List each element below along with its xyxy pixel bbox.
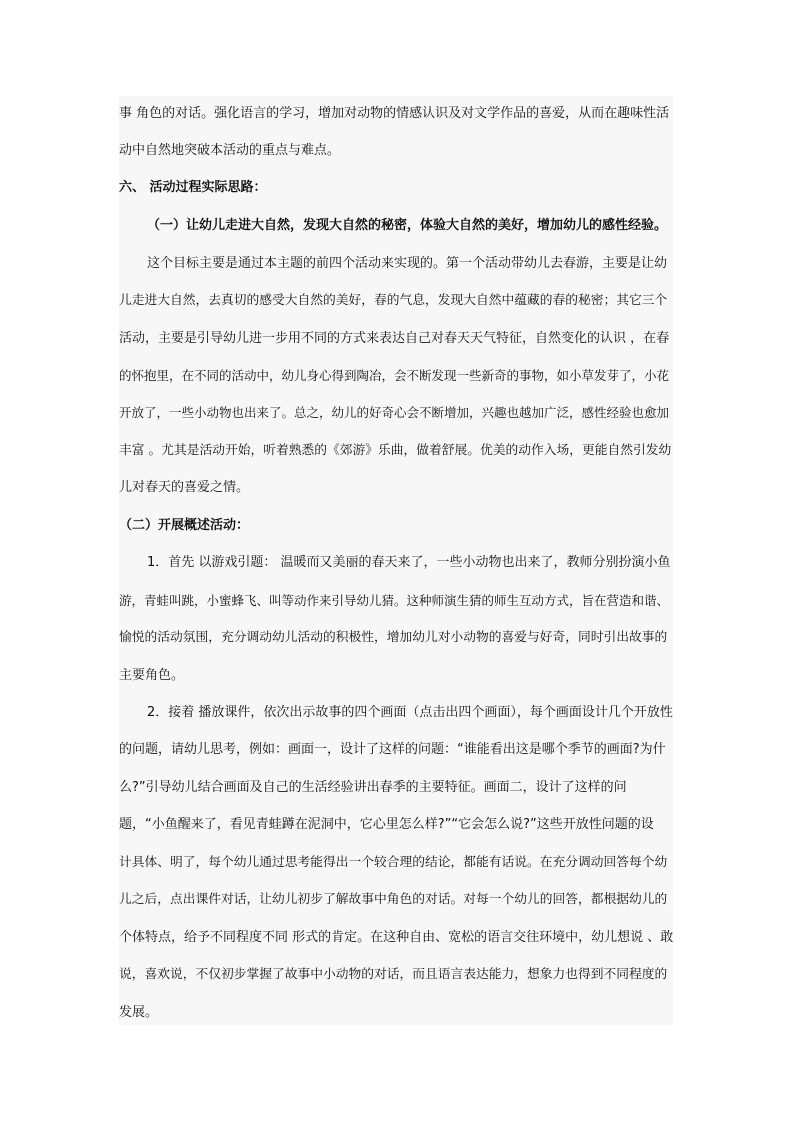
text-line: 动中自然地突破本活动的重点与难点。: [119, 143, 341, 158]
text-line: 活动，主要是引导幼儿进一步用不同的方式来表达自己对春天天气特征，自然变化的认识 ，在春: [119, 331, 670, 346]
subsection-heading: （一）让幼儿走进大自然，发现大自然的秘密，体验大自然的美好，增加幼儿的感性经验。: [147, 218, 668, 233]
text-line: 儿对春天的喜爱之情。: [119, 480, 250, 495]
text-line: 发展。: [119, 1005, 159, 1020]
text-line: 题，“小鱼醒来了，看见青蛙蹲在泥洞中，它心里怎么样?”“它会怎么说?”这些开放性问题的设: [119, 817, 654, 832]
text-line: 个体特点，给予不同程度不同 形式的肯定。在这种自由、宽松的语言交往环境中，幼儿想说 、敢: [119, 930, 674, 945]
text-line: 的问题，请幼儿思考，例如：画面一，设计了这样的问题：“谁能看出这是哪个季节的画面?为什: [119, 742, 666, 757]
text-line: 事 角色的对话。强化语言的学习，增加对动物的情感认识及对文学作品的喜爱，从而在趣味性活: [119, 106, 670, 121]
text-line: 游，青蛙叫跳，小蜜蜂飞、叫等动作来引导幼儿猜。这种师演生猜的师生互动方式，旨在营造和谐、: [119, 593, 670, 608]
text-line: 丰富 。尤其是活动开始，听着熟悉的《郊游》乐曲，做着舒展。优美的动作入场，更能自然引发幼: [119, 443, 672, 458]
text-line: 儿之后，点出课件对话，让幼儿初步了解故事中角色的对话。对每一个幼儿的回答，都根据幼儿的: [119, 892, 668, 907]
text-line: 儿走进大自然，去真切的感受大自然的美好，春的气息，发现大自然中蕴藏的春的秘密；其它三个: [119, 293, 668, 308]
text-line: 开放了，一些小动物也出来了。总之，幼儿的好奇心会不断增加，兴趣也越加广泛，感性经验也愈加: [119, 405, 670, 420]
subsection-heading: （二）开展概述活动：: [119, 518, 250, 533]
text-line: 主要角色。: [119, 668, 185, 683]
text-line: 的怀抱里，在不同的活动中，幼儿身心得到陶冶，会不断发现一些新奇的事物，如小草发芽了，小花: [119, 368, 670, 383]
text-line: 1．首先 以游戏引题： 温暖而又美丽的春天来了，一些小动物也出来了，教师分别扮演小鱼: [147, 555, 671, 570]
text-line: 这个目标主要是通过本主题的前四个活动来实现的。第一个活动带幼儿去春游，主要是让幼: [147, 256, 668, 271]
text-line: 么?”引导幼儿结合画面及自己的生活经验讲出春季的主要特征。画面二，设计了这样的问: [119, 780, 627, 795]
text-line: 计具体、明了，每个幼儿通过思考能得出一个较合理的结论，都能有话说。在充分调动回答每个幼: [119, 855, 668, 870]
text-line: 说，喜欢说，不仅初步掌握了故事中小动物的对话，而且语言表达能力，想象力也得到不同程度的: [119, 967, 668, 982]
text-line: 愉悦的活动氛围，充分调动幼儿活动的积极性，增加幼儿对小动物的喜爱与好奇，同时引出故事的: [119, 630, 668, 645]
section-heading: 六、 活动过程实际思路：: [119, 180, 267, 195]
text-line: 2．接着 播放课件，依次出示故事的四个画面（点击出四个画面），每个画面设计几个开放性: [147, 705, 673, 720]
